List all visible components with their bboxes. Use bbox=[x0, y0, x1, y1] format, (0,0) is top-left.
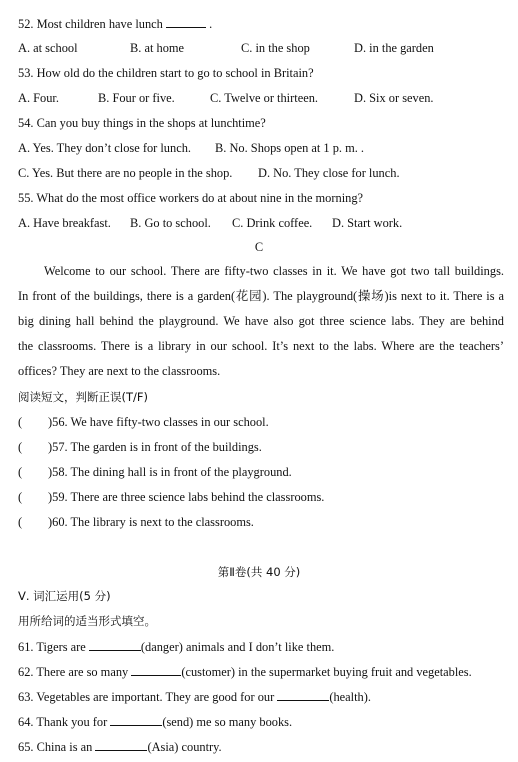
option-b: B. at home bbox=[130, 41, 185, 55]
passage-line: offices? They are next to the classrooms. bbox=[18, 364, 221, 378]
question-54-stem: 54. Can you buy things in the shops at lunchtime? bbox=[18, 116, 266, 130]
section-v-heading: Ⅴ. 词汇运用(5 分) bbox=[18, 589, 111, 603]
option-c: C. in the shop bbox=[241, 41, 310, 55]
vocab-item-64: 64. Thank you for (send) me so many books. bbox=[18, 715, 293, 729]
question-52-stem: 52. Most children have lunch . bbox=[18, 17, 213, 31]
answer-blank bbox=[95, 739, 147, 751]
tf-instruction: 阅读短文，判断正误(T/F) bbox=[18, 390, 148, 404]
answer-blank bbox=[277, 689, 329, 701]
option-c: C. Twelve or thirteen. bbox=[210, 91, 318, 105]
part-2-title: 第Ⅱ卷(共 40 分) bbox=[217, 565, 301, 579]
vocab-item-63: 63. Vegetables are important. They are good for our (health). bbox=[18, 690, 371, 704]
option-a: A. Have breakfast. bbox=[18, 216, 111, 230]
option-d: D. Start work. bbox=[332, 216, 403, 230]
option-b: B. Go to school. bbox=[130, 216, 211, 230]
passage bbox=[18, 259, 504, 384]
question-53-stem: 53. How old do the children start to go to school in Britain? bbox=[18, 66, 314, 80]
option-c: C. Drink coffee. bbox=[232, 216, 313, 230]
passage-line: the classrooms. There is a library in our school. It’s next to the labs. Where are the teachers’ bbox=[18, 339, 504, 353]
option-d: D. in the garden bbox=[354, 41, 434, 55]
vocab-item-61: 61. Tigers are (danger) animals and I don’t like them. bbox=[18, 640, 335, 654]
passage-line: big dining hall behind the playground. We have also got three science labs. They are behind bbox=[18, 314, 504, 328]
answer-blank bbox=[89, 639, 141, 651]
vocab-item-65: 65. China is an (Asia) country. bbox=[18, 740, 222, 754]
option-a: A. Four. bbox=[18, 91, 59, 105]
vocab-instruction: 用所给词的适当形式填空。 bbox=[18, 614, 156, 628]
option-d: D. Six or seven. bbox=[354, 91, 434, 105]
question-55-stem: 55. What do the most office workers do at about nine in the morning? bbox=[18, 191, 364, 205]
answer-blank bbox=[131, 664, 181, 676]
answer-blank bbox=[166, 16, 206, 28]
option-c: C. Yes. But there are no people in the shop. bbox=[18, 166, 233, 180]
option-b: B. Four or five. bbox=[98, 91, 175, 105]
section-c-heading: C bbox=[254, 240, 264, 254]
option-d: D. No. They close for lunch. bbox=[258, 166, 400, 180]
vocab-item-62: 62. There are so many (customer) in the supermarket buying fruit and vegetables. bbox=[18, 665, 472, 679]
answer-blank bbox=[110, 714, 162, 726]
passage-line: Welcome to our school. There are fifty-two classes in it. We have got two tall buildings. bbox=[44, 264, 504, 278]
option-a: A. at school bbox=[18, 41, 78, 55]
passage-line: In front of the buildings, there is a garden(花园). The playground(操场)is next to it. There is a bbox=[18, 289, 504, 303]
option-a: A. Yes. They don’t close for lunch. bbox=[18, 141, 191, 155]
option-b: B. No. Shops open at 1 p. m. . bbox=[215, 141, 365, 155]
